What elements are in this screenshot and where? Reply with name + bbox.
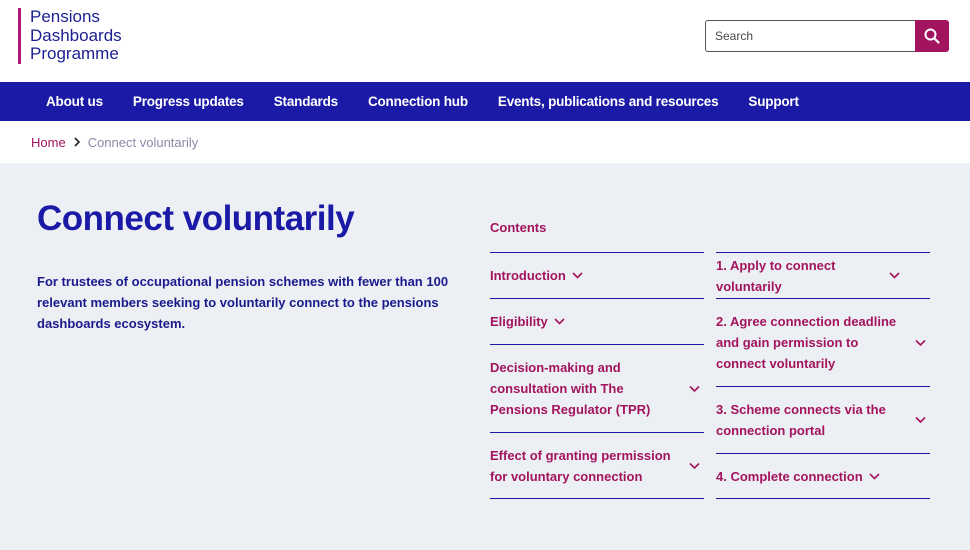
- contents-item-decision-making[interactable]: [490, 344, 704, 432]
- site-logo[interactable]: [18, 8, 122, 64]
- contents-item-effect-of-granting-permission[interactable]: [490, 432, 704, 499]
- main-content: [0, 163, 970, 550]
- contents-item-label: 3. Scheme connects via the connection portal: [716, 402, 886, 438]
- contents-item-label: Decision-making and consultation with The Pensions Regulator (TPR): [490, 360, 651, 417]
- chevron-down-icon: [554, 318, 565, 325]
- search-bar: [705, 20, 949, 52]
- contents-item-complete-connection[interactable]: [716, 453, 930, 499]
- page-title: Connect voluntarily: [37, 199, 355, 238]
- site-header: [0, 0, 970, 82]
- contents-item-label: Eligibility: [490, 314, 548, 329]
- contents-item-agree-connection-deadline[interactable]: [716, 298, 930, 386]
- chevron-down-icon: [889, 272, 900, 279]
- contents-list-left: [490, 252, 704, 499]
- page-intro: For trustees of occupational pension schemes with fewer than 100 relevant members seeking to voluntarily connect to the pensions dashboards ecosystem.: [37, 274, 449, 331]
- nav-events-publications-resources[interactable]: Events, publications and resources: [497, 94, 719, 109]
- logo-line-2: Dashboards: [30, 25, 122, 45]
- breadcrumb-current: Connect voluntarily: [87, 134, 199, 150]
- chevron-down-icon: [689, 385, 700, 392]
- contents-item-label: 4. Complete connection: [716, 468, 863, 484]
- search-icon: [924, 28, 940, 44]
- contents-item-label: 2. Agree connection deadline and gain permission to connect voluntarily: [716, 314, 897, 371]
- logo-line-1: Pensions: [30, 7, 100, 26]
- chevron-down-icon: [915, 417, 926, 424]
- contents-item-label: Effect of granting permission for voluntary connection: [490, 447, 671, 484]
- chevron-down-icon: [869, 473, 880, 480]
- breadcrumb: [0, 121, 970, 163]
- breadcrumb-home[interactable]: Home: [31, 134, 66, 150]
- contents-item-label: Introduction: [490, 268, 566, 283]
- nav-progress-updates[interactable]: Progress updates: [132, 94, 244, 109]
- chevron-down-icon: [572, 272, 583, 279]
- logo-line-3: Programme: [30, 44, 119, 63]
- chevron-down-icon: [915, 339, 926, 346]
- main-nav: [0, 82, 970, 121]
- contents-heading: Contents: [490, 220, 547, 235]
- nav-standards[interactable]: Standards: [273, 94, 338, 109]
- nav-support[interactable]: Support: [748, 94, 799, 109]
- chevron-right-icon: [73, 137, 81, 147]
- nav-connection-hub[interactable]: Connection hub: [367, 94, 468, 109]
- chevron-down-icon: [689, 462, 700, 469]
- contents-item-scheme-connects[interactable]: [716, 386, 930, 453]
- contents-item-apply-to-connect[interactable]: [716, 252, 930, 298]
- contents-item-introduction[interactable]: [490, 252, 704, 298]
- search-button[interactable]: [915, 20, 949, 52]
- nav-about-us[interactable]: About us: [46, 94, 103, 109]
- contents-item-label: 1. Apply to connect voluntarily: [716, 257, 836, 294]
- search-input[interactable]: [705, 20, 915, 52]
- contents-item-eligibility[interactable]: [490, 298, 704, 344]
- contents-list-right: [716, 252, 930, 499]
